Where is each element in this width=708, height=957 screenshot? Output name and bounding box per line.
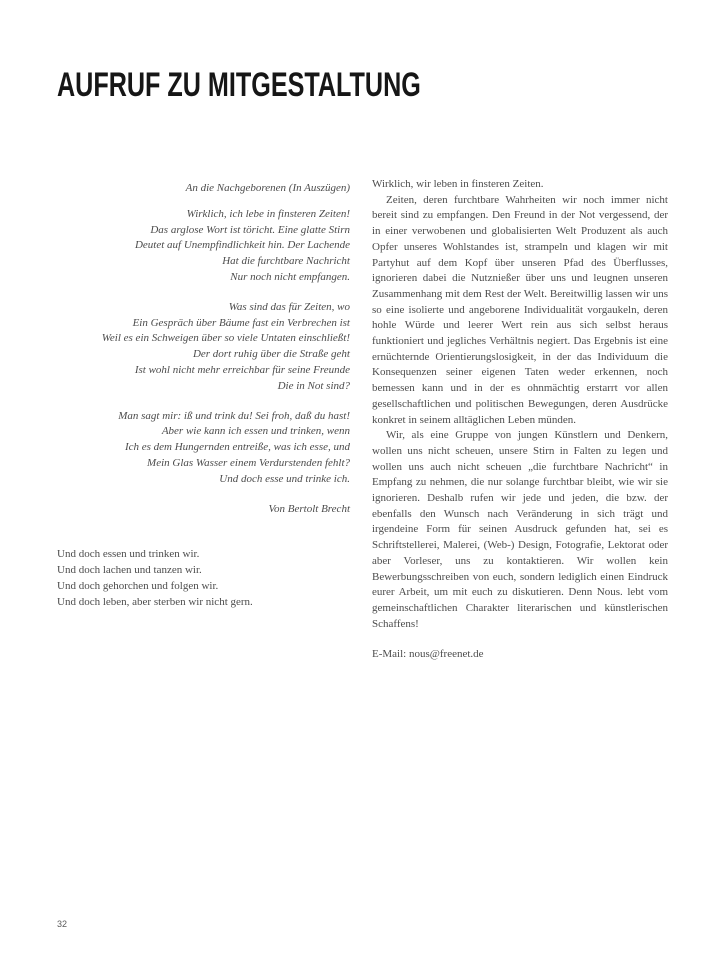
- poem-line: Die in Not sind?: [277, 379, 350, 392]
- poem-line: Ich es dem Hungernden entreiße, was ich esse, und: [124, 441, 350, 454]
- poem-line: Hat die furchtbare Nachricht: [222, 255, 350, 268]
- poem-line: Nur noch nicht empfangen.: [230, 270, 350, 283]
- poem-line: Ist wohl nicht mehr erreichbar für seine Freunde: [134, 363, 350, 376]
- article-paragraph: Zeiten, deren furchtbare Wahrheiten wir noch immer nicht bereit sind zu empfangen. Den Freund in der Not vergessend, der in einer verwobenen und globalisierten Welt Produzent als auch Opfer unseres Wohlstandes ist, strampeln und klagen wir mit Partyhut auf dem Kopf über unseren Pfad des Überflusses, ignorieren dabei die Nutznießer über uns und leugnen unseren Zusammenhang mit dem Rest der Welt. Bereitwillig lassen wir uns so eine isolierte und angeborene Individualität vorgaukeln, deren hohle Würde und leerer Wert rein aus sich selbst heraus funktioniert und jegliches Verhältnis negiert. Das Ergebnis ist eine ernüchternde Orientierungslosigkeit, in der das Individuum die Konsequenzen seiner eigenen Taten weder erkennen, noch bemessen kann und in der es ohnmächtig erstarrt vor allen gesellschaftlichen und politischen Bewegungen, deren Ausdrücke konkret in seinem alltäglichen Leben münden.: [372, 193, 668, 426]
- page-title: [57, 68, 549, 102]
- poem-line: Deutet auf Unempfindlichkeit hin. Der Lachende: [134, 239, 350, 252]
- poem-title: An die Nachgeborenen (In Auszügen): [185, 182, 350, 194]
- article-column: [372, 177, 668, 663]
- poem-stanza-3: [57, 409, 350, 488]
- poem-line: Der dort ruhig über die Straße geht: [192, 348, 350, 361]
- article-paragraph: Wirklich, wir leben in finsteren Zeiten.: [372, 178, 544, 190]
- poem-line: Das arglose Wort ist töricht. Eine glatte Stirn: [150, 223, 350, 236]
- poem-line: Und doch esse und trinke ich.: [219, 472, 350, 485]
- poem-attribution: Von Bertolt Brecht: [268, 502, 350, 515]
- poem-line: Ein Gespräch über Bäume fast ein Verbrechen ist: [132, 316, 350, 329]
- page-number: 32: [57, 919, 68, 929]
- poem-line: Wirklich, ich lebe in finsteren Zeiten!: [186, 207, 350, 220]
- poem-stanza-1: [57, 207, 350, 286]
- poem-column: [57, 181, 350, 611]
- poem-line: Weil es ein Schweigen über so viele Untaten einschließt!: [101, 332, 350, 345]
- poem-line: Mein Glas Wasser einem Verdurstenden fehlt?: [147, 456, 350, 469]
- poem-line: Man sagt mir: iß und trink du! Sei froh, daß du hast!: [118, 409, 350, 422]
- page-title-text: AUFRUF ZU MITGESTALTUNG: [57, 66, 421, 104]
- poem-stanza-2: [57, 300, 350, 395]
- contact-email: E-Mail: nous@freenet.de: [372, 648, 484, 661]
- poem-line: Aber wie kann ich essen und trinken, wenn: [161, 425, 350, 438]
- coda-line: Und doch lachen und tanzen wir.: [57, 564, 202, 577]
- coda-line: Und doch leben, aber sterben wir nicht gern.: [57, 595, 253, 608]
- coda-line: Und doch gehorchen und folgen wir.: [57, 579, 219, 592]
- article-paragraph: Wir, als eine Gruppe von jungen Künstlern und Denkern, wollen uns nicht scheuen, unsere Stirn in Falten zu legen und wollen uns auch nicht scheuen „die furchtbare Nachricht“ in Empfang zu nehmen, die nur solange furchtbar bleibt, wie wir sie ignorieren. Deshalb rufen wir jede und jeden, die bzw. der ebenfalls den Wunsch nach Veränderung in sich trägt und irgendeine Form für seinen Ausdruck gefunden hat, sei es Schriftstellerei, Malerei, (Web-) Design, Fotografie, Lektorat oder aber Vorleser, uns zu kontaktieren. Wir wollen kein Bewerbungsschreiben von euch, sondern lediglich einen Eindruck eurer Arbeit, um mit euch zu diskutieren. Denn Nous. lebt vom gemeinschaftlichen Charakter literarischen und künstlerischen Schaffens!: [372, 429, 668, 630]
- poem-line: Was sind das für Zeiten, wo: [228, 300, 350, 313]
- coda-line: Und doch essen und trinken wir.: [57, 548, 200, 561]
- poem-coda: [57, 547, 350, 610]
